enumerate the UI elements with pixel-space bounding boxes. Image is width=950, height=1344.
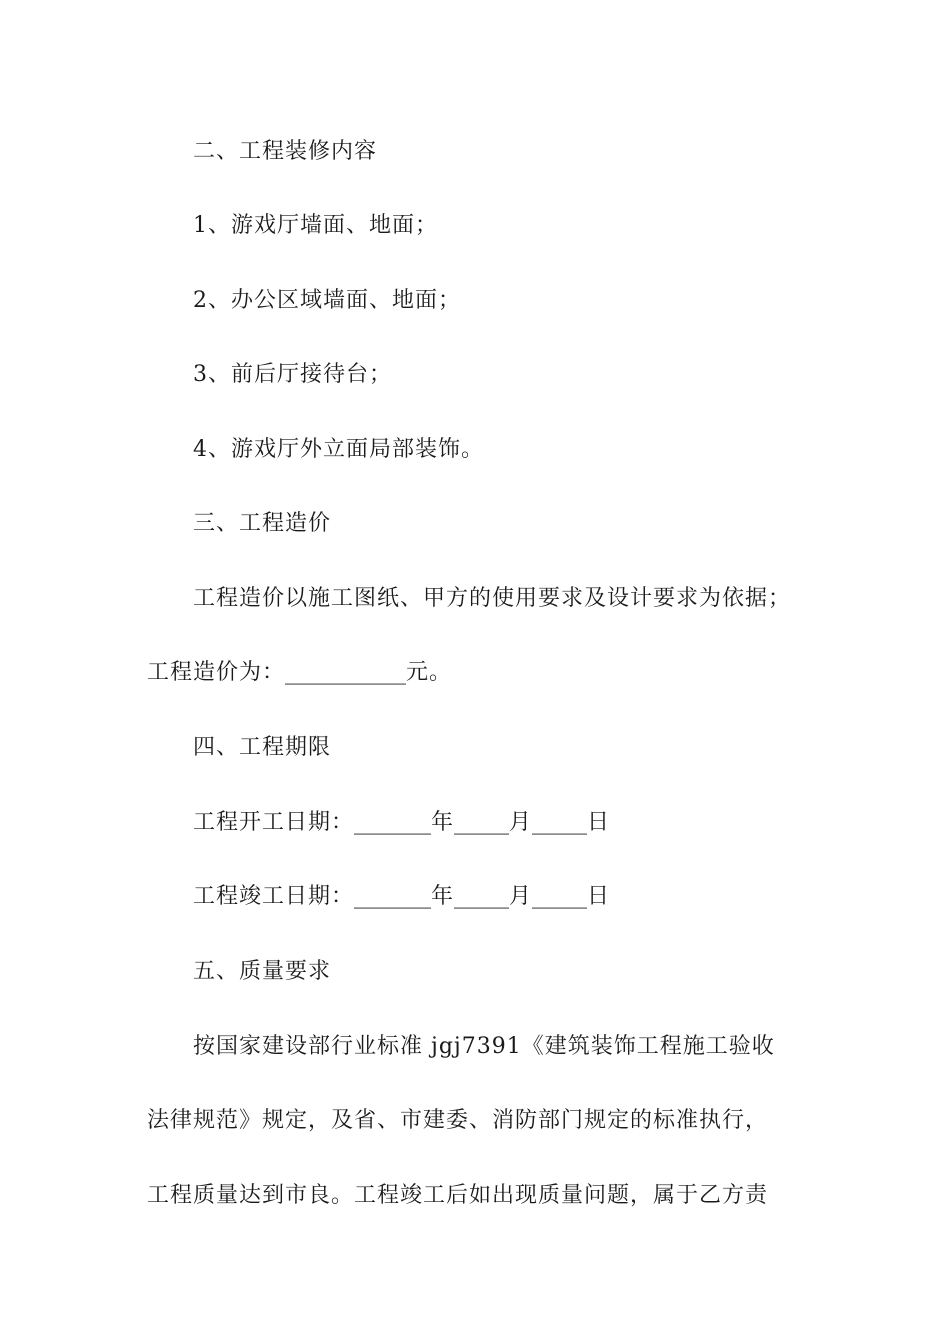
- price-label: 工程造价为：: [147, 660, 286, 685]
- start-date-label: 工程开工日期：: [193, 810, 355, 835]
- list-item-2: 2、办公区域墙面、地面；: [193, 288, 461, 313]
- price-blank: ___________: [285, 660, 407, 685]
- end-date-label: 工程竣工日期：: [193, 884, 355, 909]
- section-5-paragraph-line-3: 工程质量达到市良。工程竣工后如出现质量问题，属于乙方责: [147, 1183, 769, 1208]
- end-month-blank: _____: [454, 884, 510, 909]
- end-year-label: 年: [431, 884, 455, 909]
- section-4-heading: 四、工程期限: [193, 735, 332, 760]
- list-item-3: 3、前后厅接待台；: [193, 362, 392, 387]
- start-day-blank: _____: [532, 810, 588, 835]
- section-3-paragraph-line-1: 工程造价以施工图纸、甲方的使用要求及设计要求为依据；: [193, 586, 792, 611]
- start-month-blank: _____: [454, 810, 510, 835]
- start-year-blank: _______: [354, 810, 432, 835]
- section-5-heading: 五、质量要求: [193, 959, 332, 984]
- list-item-4: 4、游戏厅外立面局部装饰。: [193, 437, 484, 462]
- section-3-heading: 三、工程造价: [193, 511, 332, 536]
- section-5-paragraph-line-1: 按国家建设部行业标准 jgj7391《建筑装饰工程施工验收: [193, 1034, 775, 1059]
- start-year-label: 年: [431, 810, 455, 835]
- start-day-label: 日: [587, 810, 611, 835]
- section-5-paragraph-line-2: 法律规范》规定，及省、市建委、消防部门规定的标准执行，: [147, 1108, 769, 1133]
- end-month-label: 月: [509, 884, 533, 909]
- end-day-blank: _____: [532, 884, 588, 909]
- start-date-line: [193, 809, 610, 837]
- end-date-line: [193, 883, 610, 911]
- start-month-label: 月: [509, 810, 533, 835]
- section-3-price-line: [147, 659, 452, 687]
- section-2-heading: 二、工程装修内容: [193, 139, 378, 164]
- list-item-1: 1、游戏厅墙面、地面；: [193, 213, 438, 238]
- price-unit: 元。: [406, 660, 453, 685]
- end-day-label: 日: [587, 884, 611, 909]
- end-year-blank: _______: [354, 884, 432, 909]
